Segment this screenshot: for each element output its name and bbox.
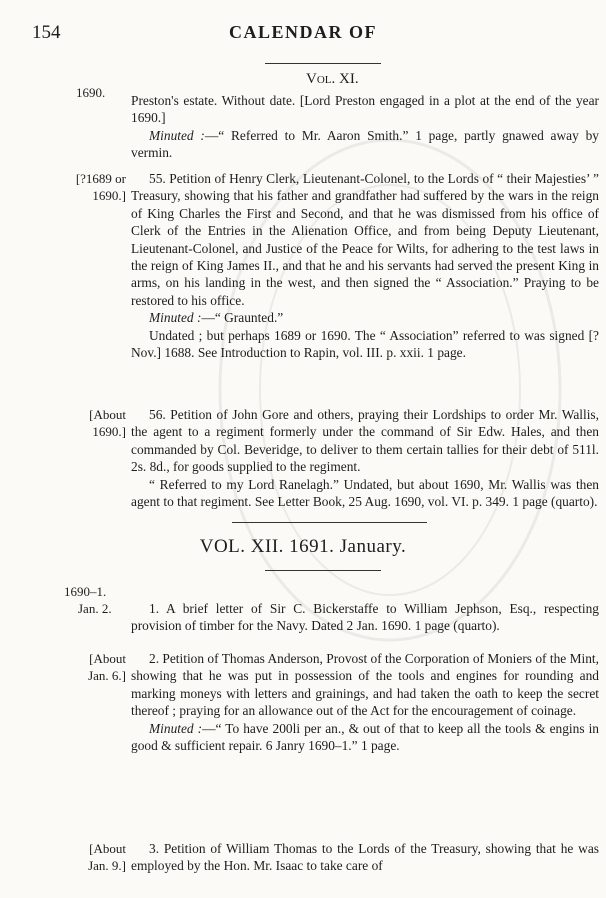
page-number: 154 xyxy=(32,22,61,43)
margin-date-line2: 1690.] xyxy=(92,424,126,439)
entry-text: 1. A brief letter of Sir C. Bickerstaffe to William Jephson, Esq., respecting provision of timber for the Navy. Dated 2 Jan. 1690. 1 page (quarto). xyxy=(131,601,599,634)
margin-date-line2: Jan. 9.] xyxy=(88,858,126,873)
header-rule xyxy=(265,63,381,64)
running-title: CALENDAR OF xyxy=(228,22,377,42)
entry-continued xyxy=(131,92,599,162)
minuted-text: —“ To have 200li per an., & out of that to keep all the tools & engins in good & sufficient repair. 6 Janry 1690–1.” 1 page. xyxy=(131,720,599,754)
entry-note: “ Referred to my Lord Ranelagh.” Undated, but about 1690, Mr. Wallis was then agent to that regiment. See Letter Book, 25 Aug. 1690, vol. VI. p. 349. 1 page (quarto). xyxy=(131,476,599,510)
entry-note: Undated ; but perhaps 1689 or 1690. The “ Association” referred to was signed [? Nov.] 1688. See Introduction to Rapin, vol. III. p. xxii. 1 page. xyxy=(131,327,599,361)
margin-date-line1: [About xyxy=(89,651,126,666)
margin-date xyxy=(40,650,126,684)
minuted-text: —“ Referred to Mr. Aaron Smith.” 1 page, partly gnawed away by vermin. xyxy=(131,127,599,161)
margin-date-line1: 1690–1. xyxy=(64,584,107,599)
minuted-label: Minuted : xyxy=(149,720,203,736)
section-rule xyxy=(232,522,427,523)
minuted-label: Minuted : xyxy=(149,310,202,326)
margin-date-line1: [About xyxy=(89,407,126,422)
margin-date xyxy=(64,583,134,617)
entry-1 xyxy=(131,600,599,635)
margin-date xyxy=(40,840,126,874)
margin-date-line1: [?1689 or xyxy=(75,171,126,186)
entry-text: 2. Petition of Thomas Anderson, Provost of the Corporation of Moniers of the Mint, showing that he was put in possession of the tools and engines for rounding and marking moneys with letters and grainings, and had taken the oath to keep the secret thereof ; praying for an allowance out of the Act for the encouragement of coinage. xyxy=(131,651,599,719)
entry-text: 56. Petition of John Gore and others, praying their Lordships to order Mr. Wallis, the agent to a regiment formerly under the command of Sir Edw. Hales, and then commanded by Col. Beveridge, to deliver to them certain tallies for their debt of 511l. 2s. 8d., for goods supplied to the regiment. xyxy=(131,407,599,475)
margin-date-line2: Jan. 6.] xyxy=(88,668,126,683)
margin-date xyxy=(40,406,126,440)
volume-heading-xi: Vol. XI. xyxy=(306,71,359,87)
entry-text: Preston's estate. Without date. [Lord Preston engaged in a plot at the end of the year 1690.] xyxy=(131,93,599,126)
margin-date-line2: 1690.] xyxy=(92,188,126,203)
entry-56 xyxy=(131,406,599,510)
entry-text: 3. Petition of William Thomas to the Lords of the Treasury, showing that he was employed by the Hon. Mr. Isaac to take care of xyxy=(131,841,599,874)
margin-date-line1: [About xyxy=(89,841,126,856)
entry-text: 55. Petition of Henry Clerk, Lieutenant-Colonel, to the Lords of “ their Majesties’ ” Treasury, showing that his father and grandfather had suffered by the wars in the reign of King Charles the First and Second, and that he was dismissed from his office of Clerk of the Entries in the Alienation Office, and from being Deputy Lieutenant, Lieutenant-Colonel, and Justice of the Peace for Wilts, for adhering to the test laws in the reign of King James II., and that he and his servants had served the present King in arms, on his landing in the west, and then signed the “ Association.” Praying to be restored to his office. xyxy=(131,171,599,308)
margin-date-line2: Jan. 2. xyxy=(78,601,112,616)
entry-3 xyxy=(131,840,599,875)
minuted-label: Minuted : xyxy=(149,127,205,143)
section-rule xyxy=(265,570,381,571)
margin-date xyxy=(40,170,126,204)
entry-2 xyxy=(131,650,599,754)
entry-55 xyxy=(131,170,599,361)
minuted-text: —“ Graunted.” xyxy=(201,310,284,326)
margin-date: 1690. xyxy=(76,85,106,100)
page-header xyxy=(0,22,606,44)
volume-heading-xii: VOL. XII. 1691. January. xyxy=(199,536,407,557)
